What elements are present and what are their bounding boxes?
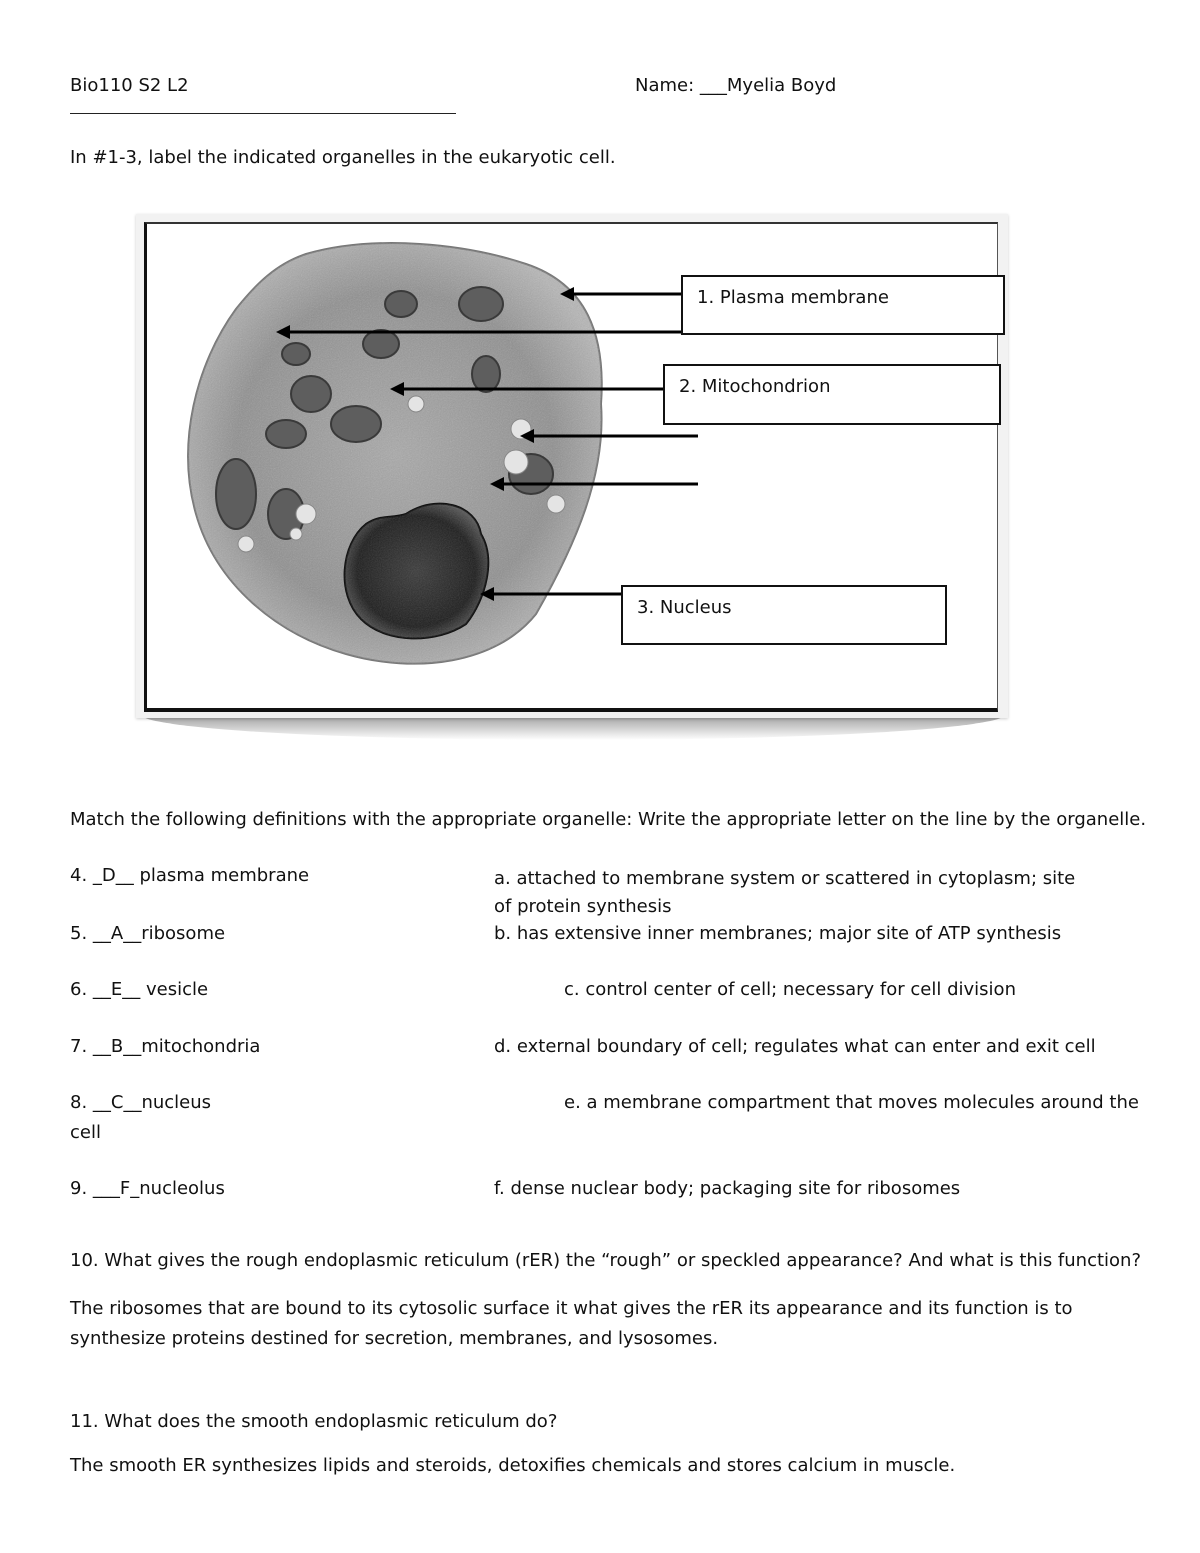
question-11: 11. What does the smooth endoplasmic reticulum do? — [70, 1411, 558, 1432]
answer-9: 9. ___F_nucleolus — [70, 1178, 225, 1199]
course-code: Bio110 S2 L2 — [70, 75, 189, 96]
answer-6: 6. __E__ vesicle — [70, 979, 209, 1000]
question-10: 10. What gives the rough endoplasmic reticulum (rER) the “rough” or speckled appearance? And what is this function? — [70, 1250, 1142, 1271]
answer-7: 7. __B__mitochondria — [70, 1036, 261, 1057]
label-box-1 — [681, 275, 1005, 335]
label-box-3 — [621, 585, 947, 645]
definition-e: e. a membrane compartment that moves molecules around the — [564, 1092, 1139, 1113]
student-name: Name: ___Myelia Boyd — [635, 75, 837, 96]
intro-instructions: In #1-3, label the indicated organelles in the eukaryotic cell. — [70, 147, 616, 168]
answer-11: The smooth ER synthesizes lipids and steroids, detoxifies chemicals and stores calcium in muscle. — [70, 1455, 956, 1476]
answer-8: 8. __C__nucleus — [70, 1092, 212, 1113]
answer-8-continued: cell — [70, 1122, 101, 1143]
definition-c: c. control center of cell; necessary for cell division — [564, 979, 1016, 1000]
definition-a: a. attached to membrane system or scattered in cytoplasm; site of protein synthesis — [494, 868, 1076, 917]
header-rule — [70, 113, 456, 114]
definition-f: f. dense nuclear body; packaging site for ribosomes — [494, 1178, 961, 1199]
label-nucleus: 3. Nucleus — [637, 597, 732, 618]
cell-micrograph-figure — [136, 214, 1008, 718]
label-plasma-membrane: 1. Plasma membrane — [697, 287, 889, 308]
label-box-2 — [663, 364, 1001, 425]
definition-d: d. external boundary of cell; regulates what can enter and exit cell — [494, 1036, 1096, 1057]
definition-b: b. has extensive inner membranes; major site of ATP synthesis — [494, 923, 1062, 944]
label-mitochondrion: 2. Mitochondrion — [679, 376, 831, 397]
answer-4: 4. _D__ plasma membrane — [70, 865, 310, 886]
answer-5: 5. __A__ribosome — [70, 923, 226, 944]
answer-10: The ribosomes that are bound to its cytosolic surface it what gives the rER its appearance and its function is to synthesize proteins destined for secretion, membranes, and lysosomes. — [70, 1298, 1073, 1349]
matching-instructions: Match the following definitions with the appropriate organelle: Write the appropriate letter on the line by the organelle. — [70, 809, 1147, 830]
